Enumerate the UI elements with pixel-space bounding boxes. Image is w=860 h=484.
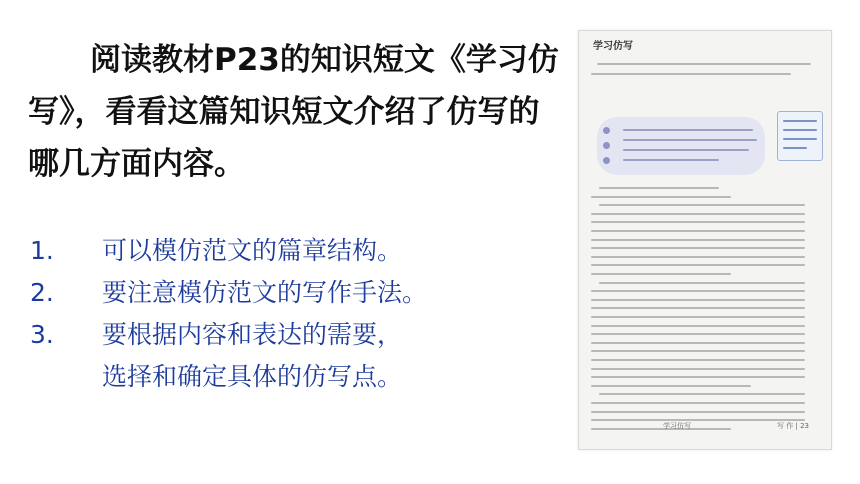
page-footer (593, 421, 817, 433)
textbook-page-title: 学习仿写 (593, 41, 633, 52)
point-item-1 (30, 230, 570, 272)
text-line (591, 299, 805, 301)
intro-paragraph (28, 34, 568, 190)
text-line (591, 385, 751, 387)
point-item-2 (30, 272, 570, 314)
text-line (591, 221, 805, 223)
text-line (591, 316, 805, 318)
textbook-page-image (578, 30, 832, 450)
point-number: 1. (30, 236, 54, 265)
text-line (591, 350, 805, 352)
text-line (591, 273, 731, 275)
text-line (783, 138, 817, 140)
text-line (783, 120, 817, 122)
point-number: 2. (30, 278, 54, 307)
text-line (591, 376, 805, 378)
margin-note (777, 111, 823, 161)
text-line (591, 359, 805, 361)
text-line (597, 63, 811, 65)
text-line (591, 230, 805, 232)
text-line (591, 213, 805, 215)
bullet-dot (603, 127, 610, 134)
text-line (591, 256, 805, 258)
point-text: 要注意模仿范文的写作手法。 (102, 278, 428, 307)
text-line (591, 290, 805, 292)
text-line (623, 159, 719, 161)
bullet-dot (603, 157, 610, 164)
text-line (599, 282, 805, 284)
footer-right: 写 作 | 23 (777, 422, 809, 430)
text-line (591, 342, 805, 344)
text-line (623, 149, 749, 151)
text-line (599, 204, 805, 206)
text-line (591, 247, 805, 249)
footer-left: 学习仿写 (663, 422, 691, 430)
text-line (591, 239, 805, 241)
points-list (30, 230, 570, 398)
point-item-3 (30, 314, 570, 356)
point-text: 可以模仿范文的篇章结构。 (102, 236, 403, 265)
text-line (591, 333, 805, 335)
intro-text: 阅读教材P23的知识短文《学习仿写》，看看这篇知识短文介绍了仿写的哪几方面内容。 (28, 42, 559, 182)
text-line (623, 129, 753, 131)
text-line (591, 264, 805, 266)
text-line (591, 402, 805, 404)
text-line (783, 129, 817, 131)
example-callout (597, 117, 765, 175)
point-number: 3. (30, 320, 54, 349)
point-text: 要根据内容和表达的需要， (102, 320, 403, 349)
text-line (599, 393, 805, 395)
text-line (591, 411, 805, 413)
text-line (591, 73, 791, 75)
text-line (599, 187, 719, 189)
text-line (591, 307, 805, 309)
text-line (591, 368, 805, 370)
text-line (591, 325, 805, 327)
text-line (623, 139, 757, 141)
bullet-dot (603, 142, 610, 149)
text-line (783, 147, 807, 149)
point-item-3-continued: 选择和确定具体的仿写点。 (102, 362, 403, 391)
text-line (591, 196, 731, 198)
